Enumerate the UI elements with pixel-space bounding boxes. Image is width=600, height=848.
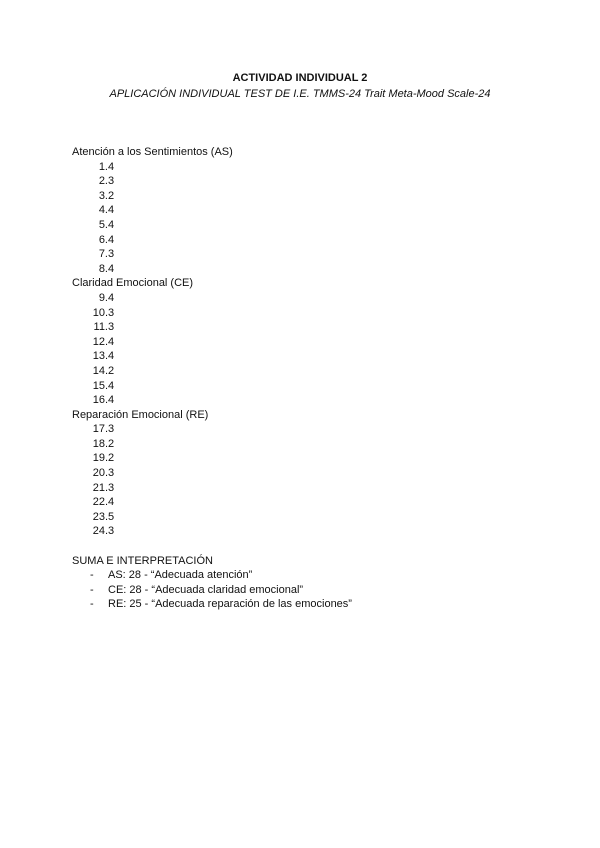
document-body: [72, 145, 532, 612]
list-item: [72, 422, 532, 437]
list-item: [72, 393, 532, 408]
list-item: [72, 247, 532, 262]
summary-text: AS: 28 - “Adecuada atención”: [108, 569, 253, 582]
item-value: 3: [108, 321, 115, 334]
item-number: 10.: [92, 306, 108, 319]
item-value: 2: [108, 189, 115, 202]
item-number: 15.: [92, 379, 108, 392]
item-number: 2.: [98, 175, 108, 188]
item-number: 18.: [92, 437, 108, 450]
answer-list-re: [72, 422, 532, 539]
item-number: 17.: [92, 423, 108, 436]
list-item: [72, 335, 532, 350]
item-number: 24.: [92, 525, 108, 538]
list-item: [72, 451, 532, 466]
item-value: 4: [108, 262, 115, 275]
item-number: 19.: [92, 452, 108, 465]
bullet-dash: -: [90, 598, 94, 611]
item-value: 5: [108, 510, 115, 523]
item-number: 14.: [92, 364, 108, 377]
summary-text: RE: 25 - “Adecuada reparación de las emociones”: [108, 598, 352, 611]
item-value: 2: [108, 364, 115, 377]
item-number: 7.: [98, 248, 108, 261]
item-number: 11.: [93, 321, 108, 334]
list-item: [72, 320, 532, 335]
section-heading-as: Atención a los Sentimientos (AS): [72, 146, 233, 158]
list-item: [72, 437, 532, 452]
item-number: 8.: [98, 262, 108, 275]
section-heading-ce: Claridad Emocional (CE): [72, 277, 194, 290]
list-item: [72, 466, 532, 481]
list-item: [72, 495, 532, 510]
summary-item: [72, 583, 532, 598]
item-number: 23.: [92, 510, 108, 523]
section-heading-re: Reparación Emocional (RE): [72, 408, 209, 421]
list-item: [72, 306, 532, 321]
list-item: [72, 189, 532, 204]
summary-list: [72, 568, 532, 612]
item-number: 20.: [92, 467, 108, 480]
item-value: 4: [108, 233, 115, 246]
item-value: 3: [108, 525, 115, 538]
list-item: [72, 218, 532, 233]
list-item: [72, 262, 532, 277]
item-value: 3: [108, 306, 115, 319]
item-value: 3: [108, 423, 115, 436]
item-number: 21.: [92, 481, 108, 494]
item-number: 16.: [92, 394, 108, 407]
summary-item: [72, 568, 532, 583]
item-value: 4: [108, 218, 115, 231]
item-number: 3.: [98, 189, 108, 202]
item-value: 4: [108, 350, 115, 363]
item-number: 6.: [98, 233, 108, 246]
list-item: [72, 510, 532, 525]
item-number: 1.: [98, 160, 108, 173]
list-item: [72, 233, 532, 248]
bullet-dash: -: [90, 583, 94, 596]
list-item: [72, 291, 532, 306]
item-value: 4: [108, 379, 115, 392]
summary-item: [72, 597, 532, 612]
list-item: [72, 203, 532, 218]
document-subtitle: APLICACIÓN INDIVIDUAL TEST DE I.E. TMMS-24 Trait Meta-Mood Scale-24: [109, 88, 491, 100]
answer-list-as: [72, 160, 532, 277]
list-item: [72, 379, 532, 394]
list-item: [72, 524, 532, 539]
bullet-dash: -: [90, 569, 94, 582]
item-value: 4: [108, 394, 115, 407]
item-number: 13.: [92, 350, 108, 363]
list-item: [72, 349, 532, 364]
list-item: [72, 481, 532, 496]
item-value: 3: [108, 467, 115, 480]
item-value: 2: [108, 452, 115, 465]
item-value: 4: [108, 204, 115, 217]
list-item: [72, 174, 532, 189]
summary-heading: SUMA E INTERPRETACIÓN: [72, 554, 213, 567]
list-item: [72, 160, 532, 175]
spacer: [72, 539, 532, 554]
item-value: 2: [108, 437, 115, 450]
answer-list-ce: [72, 291, 532, 408]
list-item: [72, 364, 532, 379]
item-value: 3: [108, 481, 115, 494]
item-value: 3: [108, 248, 115, 261]
document-title: ACTIVIDAD INDIVIDUAL 2: [232, 72, 368, 84]
item-number: 5.: [98, 218, 108, 231]
item-number: 9.: [98, 291, 108, 304]
item-value: 4: [108, 291, 115, 304]
item-number: 22.: [92, 496, 108, 509]
item-number: 4.: [98, 204, 108, 217]
item-value: 3: [108, 175, 115, 188]
item-number: 12.: [92, 335, 108, 348]
summary-text: CE: 28 - “Adecuada claridad emocional”: [108, 583, 304, 596]
item-value: 4: [108, 335, 115, 348]
item-value: 4: [108, 496, 115, 509]
item-value: 4: [108, 160, 115, 173]
